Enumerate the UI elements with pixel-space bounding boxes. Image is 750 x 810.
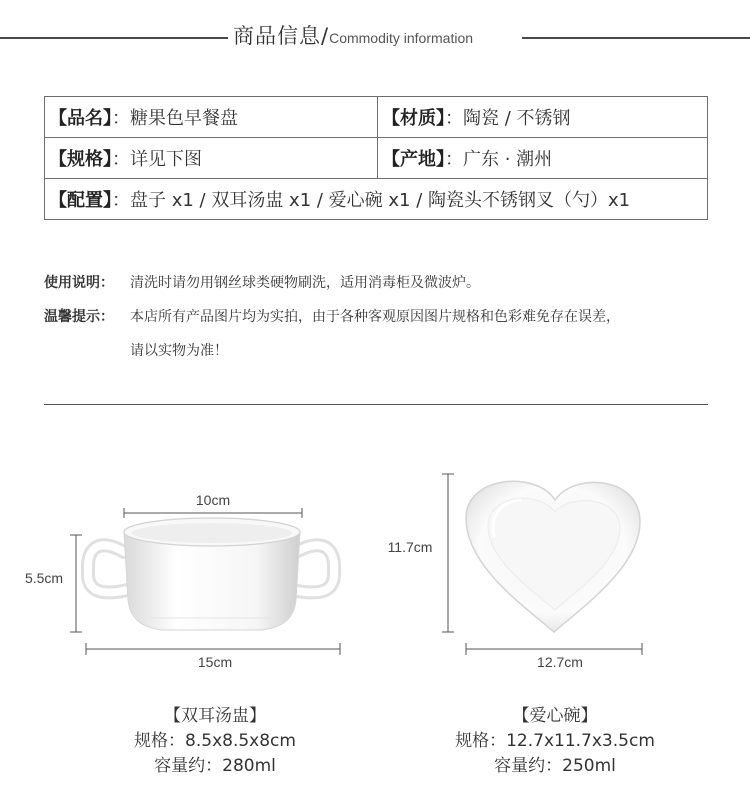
heart-bowl-dim-side: 11.7cm <box>387 539 433 555</box>
heart-bowl-name: 【爱心碗】 <box>512 706 598 726</box>
header-title-en: Commodity information <box>329 30 474 46</box>
origin-value: ：广东 · 潮州 <box>445 149 553 170</box>
config-value: ：盘子 x1 / 双耳汤盅 x1 / 爱心碗 x1 / 陶瓷头不锈钢叉（勺）x1 <box>112 190 631 211</box>
spec-value: ：详见下图 <box>112 149 202 170</box>
usage-label: 使用说明： <box>44 275 114 291</box>
soup-bowl-capacity: 容量约：280ml <box>154 756 276 776</box>
soup-bowl-dim-bottom: 15cm <box>197 654 233 670</box>
material-value: ：陶瓷 / 不锈钢 <box>445 108 571 129</box>
spec-label: 【规格】 <box>49 149 112 170</box>
material-label: 【材质】 <box>382 108 445 129</box>
name-label: 【品名】 <box>49 108 112 129</box>
origin-label: 【产地】 <box>382 149 445 170</box>
soup-bowl-dim-side: 5.5cm <box>24 570 64 586</box>
heart-bowl-spec: 规格：12.7x11.7x3.5cm <box>455 731 655 751</box>
heart-bowl-dim-bottom: 12.7cm <box>537 654 583 670</box>
heart-bowl-image <box>466 481 640 632</box>
soup-bowl-dim-top: 10cm <box>195 492 231 508</box>
header-title-zh: 商品信息/ <box>233 24 330 48</box>
soup-bowl-spec: 规格：8.5x8.5x8cm <box>134 731 296 751</box>
heart-bowl-capacity: 容量约：250ml <box>494 756 616 776</box>
tip-text-2: 请以实物为准！ <box>130 343 228 359</box>
soup-bowl-caption <box>110 704 320 779</box>
tip-text: 本店所有产品图片均为实拍，由于各种客观原因图片规格和色彩难免存在误差， <box>130 309 620 325</box>
config-label: 【配置】 <box>49 190 112 211</box>
tip-label: 温馨提示： <box>44 309 114 325</box>
name-value: ：糖果色早餐盘 <box>112 108 238 129</box>
usage-text: 清洗时请勿用钢丝球类硬物刷洗，适用消毒柜及微波炉。 <box>130 275 480 291</box>
heart-bowl-caption <box>440 704 670 779</box>
soup-bowl-image <box>88 518 334 630</box>
soup-bowl-name: 【双耳汤盅】 <box>164 706 266 726</box>
